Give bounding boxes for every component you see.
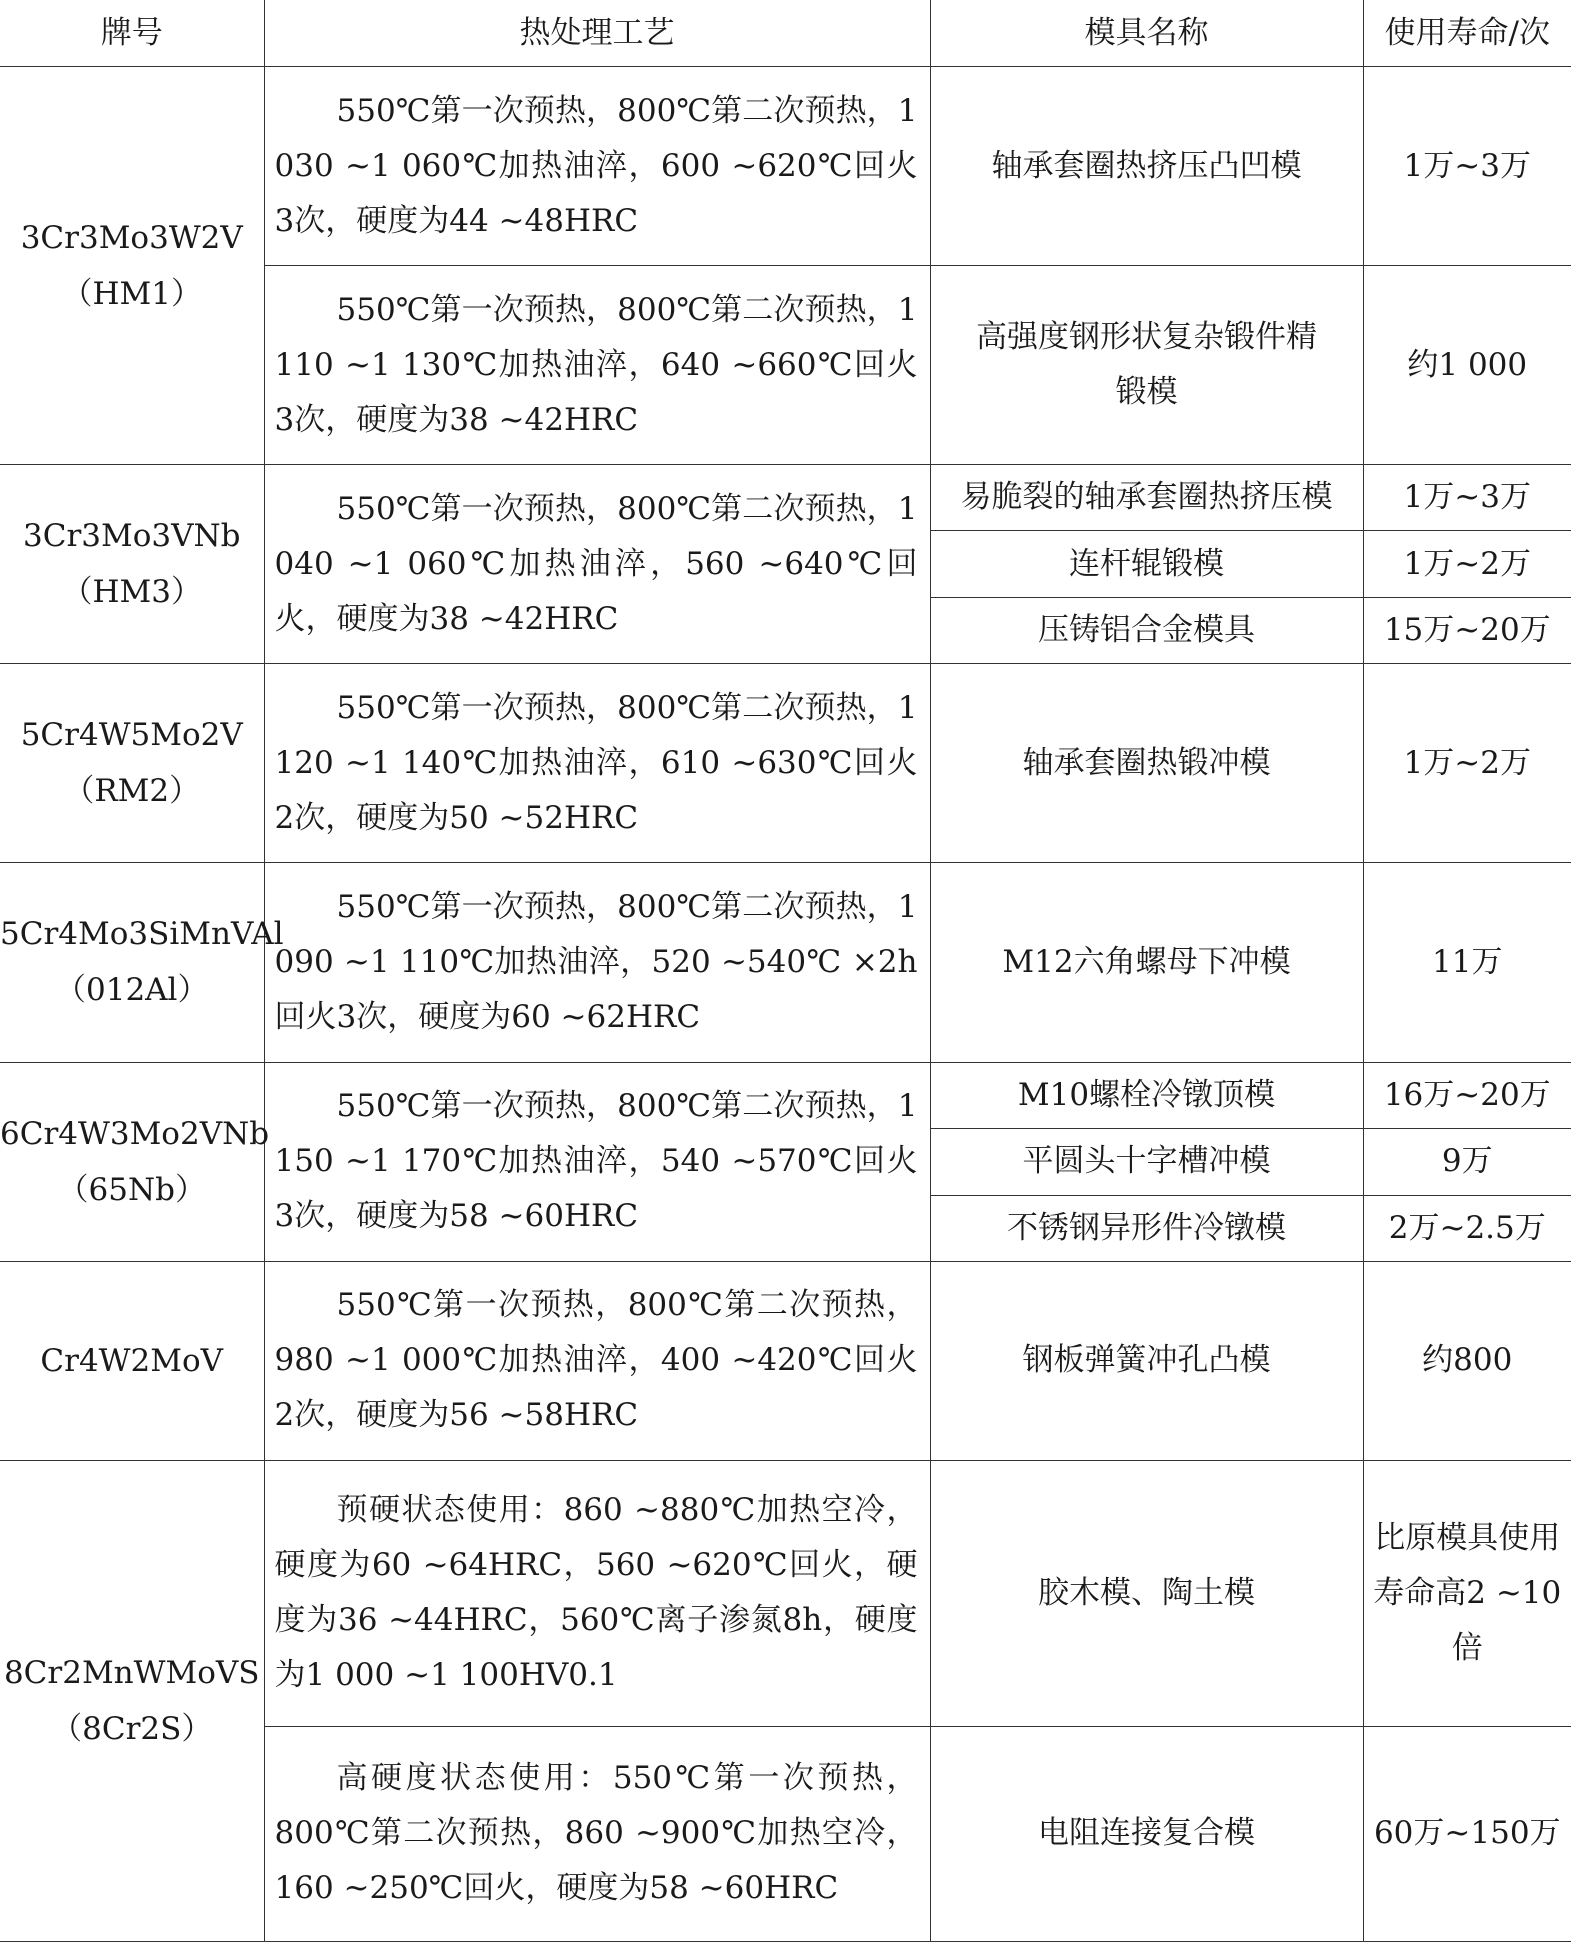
- grade-name: 6Cr4W3Mo2VNb: [0, 1115, 270, 1152]
- die-name-cell: 连杆辊锻模: [930, 531, 1363, 598]
- header-row: [0, 0, 1571, 67]
- process-cell: [264, 1261, 930, 1460]
- service-life-cell: 16万~20万: [1363, 1062, 1571, 1128]
- die-name-cell: 不锈钢异形件冷镦模: [930, 1195, 1363, 1261]
- die-name-text: 高强度钢形状复杂锻件精锻模: [976, 319, 1317, 411]
- table-row: [0, 67, 1571, 266]
- process-cell: [264, 1062, 930, 1261]
- die-name-cell: 压铸铝合金模具: [930, 598, 1363, 664]
- service-life-cell: 1万~2万: [1363, 531, 1571, 598]
- service-life-cell: 11万: [1363, 863, 1571, 1062]
- process-text: 550℃第一次预热，800℃第二次预热，1 110 ~1 130℃加热油淬，640 ~660℃回火3次，硬度为38 ~42HRC: [274, 291, 918, 438]
- die-name-cell: [930, 266, 1363, 465]
- grade-code: （8Cr2S）: [51, 1710, 213, 1747]
- process-text: 550℃第一次预热，800℃第二次预热，1 090 ~1 110℃加热油淬，520 ~540℃ ×2h回火3次，硬度为60 ~62HRC: [274, 888, 918, 1035]
- die-name-cell: 易脆裂的轴承套圈热挤压模: [930, 465, 1363, 531]
- die-name-cell: 轴承套圈热挤压凸凹模: [930, 67, 1363, 266]
- process-cell: [264, 1726, 930, 1941]
- grade-cell: [0, 465, 264, 664]
- table-row: [0, 465, 1571, 531]
- process-cell: [264, 465, 930, 664]
- header-die-name: 模具名称: [930, 0, 1363, 67]
- grade-cell: [0, 863, 284, 1062]
- service-life-cell: 9万: [1363, 1128, 1571, 1195]
- service-life-cell: 1万~3万: [1363, 67, 1571, 266]
- grade-name: 3Cr3Mo3VNb: [23, 518, 241, 555]
- die-name-cell: 平圆头十字槽冲模: [930, 1128, 1363, 1195]
- die-name-cell: 钢板弹簧冲孔凸模: [930, 1261, 1363, 1460]
- process-text: 550℃第一次预热，800℃第二次预热，1 120 ~1 140℃加热油淬，610 ~630℃回火2次，硬度为50 ~52HRC: [274, 689, 918, 836]
- process-cell: [264, 67, 930, 266]
- service-life-text: 比原模具使用寿命高2 ~10倍: [1373, 1519, 1562, 1666]
- die-name-cell: 胶木模、陶土模: [930, 1460, 1363, 1726]
- table-row: [0, 664, 1571, 863]
- service-life-cell: [1363, 1460, 1571, 1726]
- grade-name: Cr4W2MoV: [40, 1342, 224, 1379]
- table-row: [0, 1261, 1571, 1460]
- process-text: 预硬状态使用：860 ~880℃加热空冷，硬度为60 ~64HRC，560 ~620℃回火，硬度为36 ~44HRC，560℃离子渗氮8h，硬度为1 000 ~1 100HV0.1: [274, 1492, 918, 1694]
- grade-code: （012Al）: [55, 972, 209, 1009]
- process-cell: [264, 664, 930, 863]
- service-life-cell: 60万~150万: [1363, 1726, 1571, 1941]
- grade-name: 5Cr4Mo3SiMnVAl: [0, 916, 284, 953]
- grade-name: 5Cr4W5Mo2V: [20, 717, 243, 754]
- service-life-cell: 1万~3万: [1363, 465, 1571, 531]
- table-row: [0, 1062, 1571, 1128]
- process-text: 高硬度状态使用：550℃第一次预热，800℃第二次预热，860 ~900℃加热空冷，160 ~250℃回火，硬度为58 ~60HRC: [274, 1760, 918, 1907]
- grade-cell: [0, 664, 264, 863]
- die-name-cell: M12六角螺母下冲模: [930, 863, 1363, 1062]
- header-grade: 牌号: [0, 0, 264, 67]
- process-cell: [264, 863, 930, 1062]
- process-cell: [264, 266, 930, 465]
- grade-cell: [0, 67, 264, 465]
- table-row: [0, 863, 1571, 1062]
- process-text: 550℃第一次预热，800℃第二次预热，1 040 ~1 060℃加热油淬，560 ~640℃回火，硬度为38 ~42HRC: [274, 490, 918, 637]
- grade-code: （RM2）: [63, 773, 201, 810]
- grade-name: 3Cr3Mo3W2V: [20, 219, 243, 256]
- grade-cell: [0, 1460, 264, 1941]
- grade-code: （65Nb）: [57, 1171, 206, 1208]
- die-name-cell: M10螺栓冷镦顶模: [930, 1062, 1363, 1128]
- grade-name: 8Cr2MnWMoVS: [3, 1654, 260, 1691]
- grade-cell: [0, 1261, 264, 1460]
- table-row: [0, 1460, 1571, 1726]
- grade-code: （HM1）: [61, 275, 202, 312]
- service-life-cell: 1万~2万: [1363, 664, 1571, 863]
- service-life-cell: 约1 000: [1363, 266, 1571, 465]
- service-life-cell: 约800: [1363, 1261, 1571, 1460]
- service-life-cell: 15万~20万: [1363, 598, 1571, 664]
- service-life-cell: 2万~2.5万: [1363, 1195, 1571, 1261]
- process-text: 550℃第一次预热，800℃第二次预热，1 030 ~1 060℃加热油淬，600 ~620℃回火3次，硬度为44 ~48HRC: [274, 92, 918, 239]
- die-name-cell: 电阻连接复合模: [930, 1726, 1363, 1941]
- header-process: 热处理工艺: [264, 0, 930, 67]
- grade-code: （HM3）: [61, 574, 202, 611]
- process-text: 550℃第一次预热，800℃第二次预热，1 150 ~1 170℃加热油淬，540 ~570℃回火3次，硬度为58 ~60HRC: [274, 1088, 918, 1235]
- grade-cell: [0, 1062, 270, 1261]
- process-cell: [264, 1460, 930, 1726]
- process-text: 550℃第一次预热，800℃第二次预热，980 ~1 000℃加热油淬，400 ~420℃回火2次，硬度为56 ~58HRC: [274, 1287, 918, 1434]
- die-name-cell: 轴承套圈热锻冲模: [930, 664, 1363, 863]
- header-service-life: 使用寿命/次: [1363, 0, 1571, 67]
